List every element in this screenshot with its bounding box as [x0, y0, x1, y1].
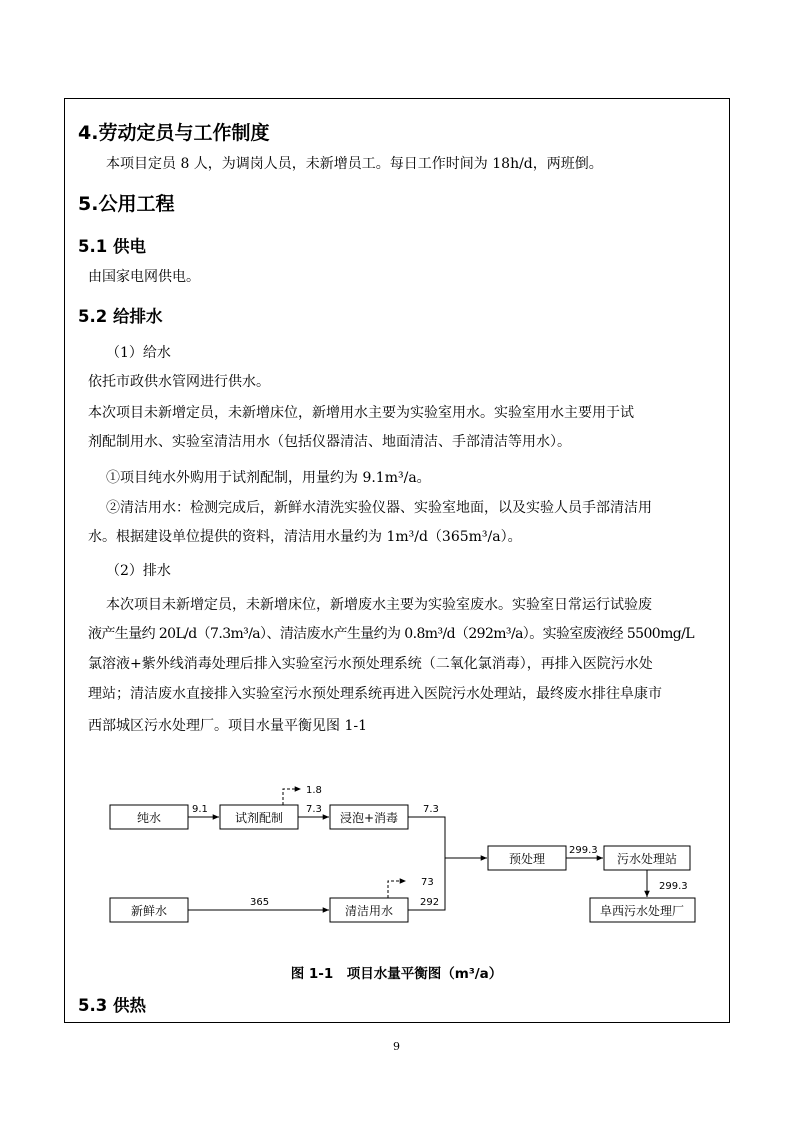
section-5-1-title: 5.1 供电	[78, 237, 146, 256]
drainage-paragraph-line1: 本次项目未新增定员，未新增床位，新增废水主要为实验室废水。实验室日常运行试验废	[106, 597, 652, 613]
section-5-1-paragraph: 由国家电网供电。	[88, 269, 200, 285]
section-4-paragraph: 本项目定员 8 人，为调岗人员，未新增员工。每日工作时间为 18h/d，两班倒。	[106, 156, 603, 172]
water-use-paragraph-line1: 本次项目未新增定员，未新增床位，新增用水主要为实验室用水。实验室用水主要用于试	[88, 405, 634, 421]
flow-clean-loss: 73	[421, 877, 434, 888]
box-pure-water-label: 纯水	[136, 811, 162, 825]
arrow-clean-loss	[388, 881, 406, 898]
box-pretreatment-label: 预处理	[508, 852, 546, 866]
drainage-paragraph-line2: 液产生量约 20L/d（7.3m³/a）、清洁废水产生量约为 0.8m³/d（292m³/a）。实验室废液经 5500mg/L	[88, 626, 694, 642]
pure-water-paragraph: ①项目纯水外购用于试剂配制，用量约为 9.1m³/a。	[106, 470, 431, 486]
flow-fresh-to-clean: 365	[250, 897, 270, 908]
box-soak-disinfect-label: 浸泡+消毒	[339, 811, 399, 825]
box-fuxi-plant-label: 阜西污水处理厂	[599, 904, 685, 918]
flow-soak-out: 7.3	[423, 804, 439, 815]
section-5-2-title: 5.2 给排水	[78, 307, 163, 326]
subsection-drainage: （2）排水	[106, 563, 171, 579]
section-4-title: 4.劳动定员与工作制度	[78, 122, 270, 144]
drainage-paragraph-line5: 西部城区污水处理厂。项目水量平衡见图 1-1	[88, 718, 367, 734]
box-fresh-water-label: 新鲜水	[130, 904, 168, 918]
water-supply-paragraph: 依托市政供水管网进行供水。	[88, 374, 270, 390]
flow-station-to-plant: 299.3	[659, 881, 688, 892]
flow-pure-to-reagent: 9.1	[192, 804, 208, 815]
cleaning-water-paragraph-line2: 水。根据建设单位提供的资料，清洁用水量约为 1m³/d（365m³/a）。	[88, 529, 522, 545]
box-sewage-station-label: 污水处理站	[616, 852, 678, 866]
flow-reagent-to-soak: 7.3	[306, 804, 322, 815]
page-number: 9	[393, 1040, 400, 1053]
flow-reagent-loss: 1.8	[306, 785, 322, 796]
cleaning-water-paragraph-line1: ②清洁用水：检测完成后，新鲜水清洗实验仪器、实验室地面，以及实验人员手部清洁用	[106, 500, 652, 516]
subsection-water-supply: （1）给水	[106, 345, 171, 361]
box-reagent-prep-label: 试剂配制	[234, 811, 284, 825]
flow-pre-to-station: 299.3	[569, 845, 598, 856]
section-5-title: 5.公用工程	[78, 193, 175, 215]
line-soak-out	[408, 817, 445, 858]
box-cleaning-water-label: 清洁用水	[344, 904, 394, 918]
section-5-3-title: 5.3 供热	[78, 996, 146, 1015]
arrow-reagent-loss	[283, 789, 301, 805]
drainage-paragraph-line3: 氯溶液+紫外线消毒处理后排入实验室污水预处理系统（二氧化氯消毒），再排入医院污水处	[88, 656, 653, 672]
figure-caption: 图 1-1 项目水量平衡图（m³/a）	[290, 966, 503, 982]
water-use-paragraph-line2: 剂配制用水、实验室清洁用水（包括仪器清洁、地面清洁、手部清洁等用水）。	[88, 434, 571, 450]
drainage-paragraph-line4: 理站；清洁废水直接排入实验室污水预处理系统再进入医院污水处理站，最终废水排往阜康市	[88, 686, 662, 702]
flow-clean-out: 292	[420, 897, 440, 908]
